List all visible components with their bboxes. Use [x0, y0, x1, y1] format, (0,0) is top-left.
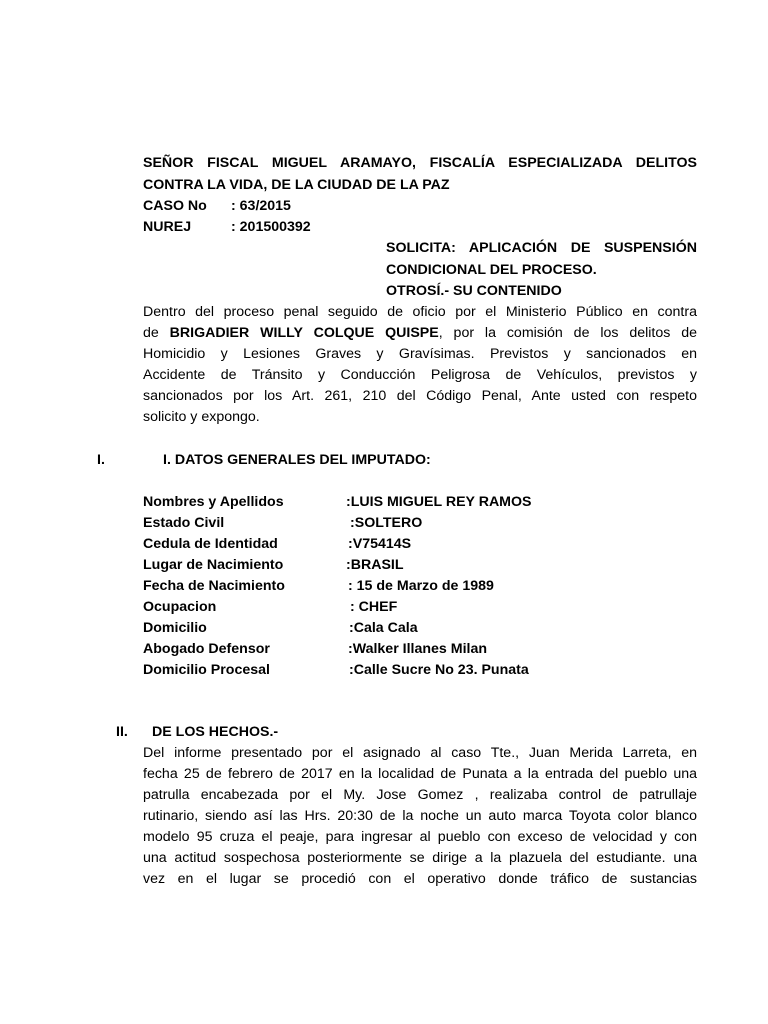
row-label-fecha-nacimiento: Fecha de Nacimiento [143, 578, 285, 594]
solicita-line-3: OTROSÍ.- SU CONTENIDO [386, 283, 562, 299]
hechos-line-3: patrulla encabezada por el My. Jose Gomez , realizaba control de patrullaje [143, 787, 697, 803]
row-label-abogado: Abogado Defensor [143, 641, 270, 657]
intro-line-3: Homicidio y Lesiones Graves y Gravísimas. Previstos y sancionados en [143, 346, 697, 362]
nurej-label: NUREJ [143, 219, 192, 235]
intro-line-1: Dentro del proceso penal seguido de oficio por el Ministerio Público en contra [143, 304, 697, 320]
hechos-line-6: una actitud sospechosa posteriormente se dirige a la plazuela del estudiante. una [143, 850, 697, 866]
section-1-title: I. DATOS GENERALES DEL IMPUTADO: [163, 452, 431, 468]
section-1-numeral: I. [97, 452, 105, 468]
hechos-line-1: Del informe presentado por el asignado al caso Tte., Juan Merida Larreta, en [143, 745, 697, 761]
hechos-line-2: fecha 25 de febrero de 2017 en la localidad de Punata a la entrada del pueblo una [143, 766, 697, 782]
row-label-lugar-nacimiento: Lugar de Nacimiento [143, 557, 284, 573]
row-label-ocupacion: Ocupacion [143, 599, 217, 615]
accused-name: BRIGADIER WILLY COLQUE QUISPE [169, 325, 439, 341]
section-2-title: DE LOS HECHOS.- [152, 724, 279, 740]
hechos-line-5: modelo 95 cruza el peaje, para ingresar al pueblo con exceso de velocidad y con [143, 829, 697, 845]
row-value-domicilio-procesal: :Calle Sucre No 23. Punata [349, 662, 529, 678]
row-label-domicilio-procesal: Domicilio Procesal [143, 662, 270, 678]
nurej-value: : 201500392 [231, 219, 311, 235]
row-value-domicilio: :Cala Cala [349, 620, 418, 636]
row-value-nombres: :LUIS MIGUEL REY RAMOS [346, 494, 532, 510]
caso-value: : 63/2015 [231, 198, 291, 214]
row-label-domicilio: Domicilio [143, 620, 207, 636]
row-value-estado-civil: :SOLTERO [350, 515, 423, 531]
row-value-cedula: :V75414S [348, 536, 412, 552]
intro-line-4: Accidente de Tránsito y Conducción Peligrosa de Vehículos, previstos y [143, 367, 697, 383]
addressee-line-1: SEÑOR FISCAL MIGUEL ARAMAYO, FISCALÍA ESPECIALIZADA DELITOS [143, 155, 697, 171]
intro-line-2-prefix: de [143, 325, 159, 341]
row-value-ocupacion: : CHEF [350, 599, 398, 615]
hechos-line-4: rutinario, siendo así las Hrs. 20:30 de la noche un auto marca Toyota color blanco [143, 808, 697, 824]
solicita-line-1: SOLICITA: APLICACIÓN DE SUSPENSIÓN [386, 240, 697, 256]
row-value-lugar-nacimiento: :BRASIL [346, 557, 404, 573]
caso-label: CASO No [143, 198, 207, 214]
row-label-nombres: Nombres y Apellidos [143, 494, 284, 510]
section-2-numeral: II. [116, 724, 128, 740]
intro-line-5: sancionados por los Art. 261, 210 del Código Penal, Ante usted con respeto [143, 388, 697, 404]
row-label-estado-civil: Estado Civil [143, 515, 225, 531]
row-value-abogado: :Walker Illanes Milan [348, 641, 488, 657]
row-label-cedula: Cedula de Identidad [143, 536, 278, 552]
intro-line-2 [143, 325, 697, 341]
intro-line-2-suffix: , por la comisión de los delitos de [438, 325, 697, 341]
intro-line-6: solicito y expongo. [143, 409, 260, 425]
addressee-line-2: CONTRA LA VIDA, DE LA CIUDAD DE LA PAZ [143, 177, 450, 193]
row-value-fecha-nacimiento: : 15 de Marzo de 1989 [348, 578, 494, 594]
hechos-line-7: vez en el lugar se procedió con el operativo donde tráfico de sustancias [143, 871, 697, 887]
solicita-line-2: CONDICIONAL DEL PROCESO. [386, 262, 597, 278]
